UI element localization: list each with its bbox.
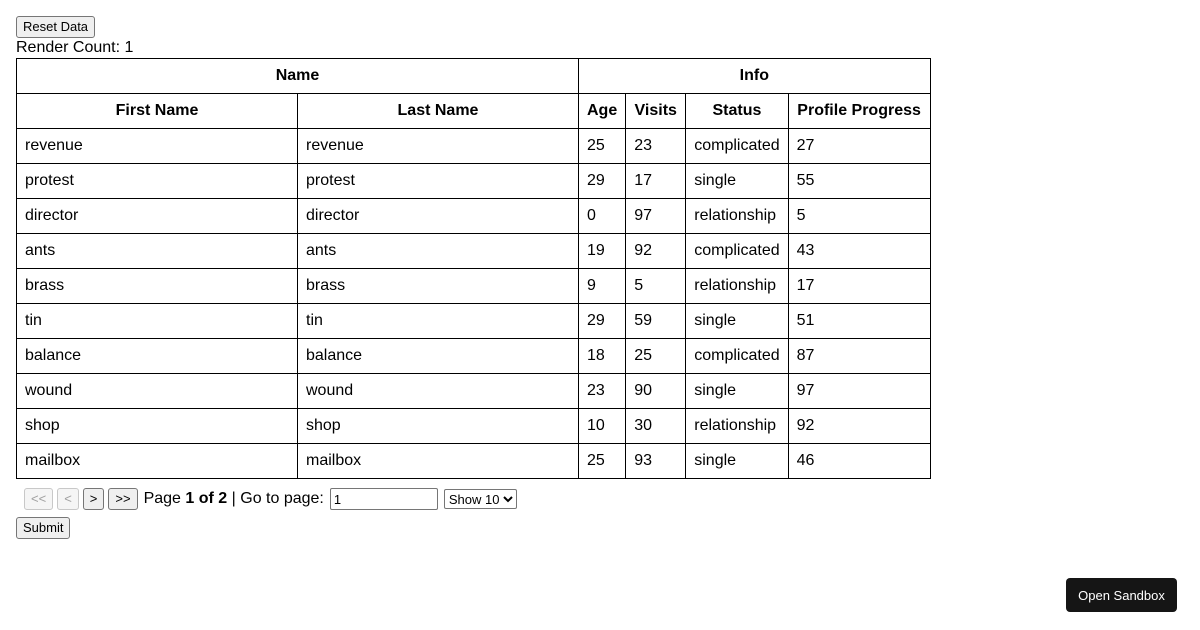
cell-first-name: mailbox: [17, 444, 298, 479]
cell-last-name: director: [298, 199, 579, 234]
last-page-button[interactable]: >>: [108, 488, 137, 510]
cell-first-name: wound: [17, 374, 298, 409]
cell-visits: 92: [626, 234, 686, 269]
group-header-row: [17, 59, 931, 94]
cell-age: 25: [579, 129, 626, 164]
cell-status: complicated: [686, 234, 788, 269]
cell-status: relationship: [686, 409, 788, 444]
cell-last-name: revenue: [298, 129, 579, 164]
first-page-button[interactable]: <<: [24, 488, 53, 510]
cell-profile-progress: 55: [788, 164, 930, 199]
column-header-status: Status: [686, 94, 788, 129]
cell-last-name: wound: [298, 374, 579, 409]
cell-status: relationship: [686, 199, 788, 234]
cell-status: complicated: [686, 339, 788, 374]
render-count: Render Count: 1: [16, 39, 134, 56]
page-current: 1 of 2: [185, 490, 228, 507]
table-row: [17, 409, 931, 444]
cell-status: single: [686, 304, 788, 339]
cell-last-name: mailbox: [298, 444, 579, 479]
goto-label: | Go to page:: [231, 490, 324, 507]
table-row: [17, 374, 931, 409]
cell-status: relationship: [686, 269, 788, 304]
cell-visits: 97: [626, 199, 686, 234]
cell-profile-progress: 27: [788, 129, 930, 164]
cell-first-name: revenue: [17, 129, 298, 164]
cell-age: 23: [579, 374, 626, 409]
cell-age: 10: [579, 409, 626, 444]
cell-visits: 59: [626, 304, 686, 339]
column-header-visits: Visits: [626, 94, 686, 129]
page-container: [16, 16, 931, 539]
table-row: [17, 199, 931, 234]
cell-age: 19: [579, 234, 626, 269]
cell-first-name: director: [17, 199, 298, 234]
cell-profile-progress: 87: [788, 339, 930, 374]
open-sandbox-button[interactable]: Open Sandbox: [1066, 578, 1177, 612]
table-row: [17, 339, 931, 374]
group-header-info: Info: [579, 59, 931, 94]
cell-profile-progress: 51: [788, 304, 930, 339]
cell-age: 0: [579, 199, 626, 234]
table-row: [17, 234, 931, 269]
data-table: [16, 58, 931, 479]
group-header-name: Name: [17, 59, 579, 94]
cell-profile-progress: 92: [788, 409, 930, 444]
cell-profile-progress: 97: [788, 374, 930, 409]
goto-page-input[interactable]: [330, 488, 438, 510]
table-row: [17, 444, 931, 479]
cell-visits: 5: [626, 269, 686, 304]
cell-age: 29: [579, 304, 626, 339]
column-header-profile-progress: Profile Progress: [788, 94, 930, 129]
cell-last-name: brass: [298, 269, 579, 304]
cell-profile-progress: 46: [788, 444, 930, 479]
cell-age: 25: [579, 444, 626, 479]
column-header-last-name: Last Name: [298, 94, 579, 129]
cell-profile-progress: 43: [788, 234, 930, 269]
page-indicator: [144, 490, 324, 508]
cell-visits: 25: [626, 339, 686, 374]
cell-status: single: [686, 374, 788, 409]
table-row: [17, 129, 931, 164]
cell-age: 29: [579, 164, 626, 199]
table-body: [17, 129, 931, 479]
cell-first-name: protest: [17, 164, 298, 199]
cell-last-name: tin: [298, 304, 579, 339]
cell-first-name: tin: [17, 304, 298, 339]
cell-status: single: [686, 164, 788, 199]
cell-profile-progress: 5: [788, 199, 930, 234]
page-prefix: Page: [143, 490, 181, 507]
cell-age: 9: [579, 269, 626, 304]
cell-first-name: shop: [17, 409, 298, 444]
pagination: [24, 487, 931, 511]
cell-visits: 30: [626, 409, 686, 444]
reset-data-button[interactable]: Reset Data: [16, 16, 95, 38]
cell-visits: 93: [626, 444, 686, 479]
next-page-button[interactable]: >: [83, 488, 105, 510]
page-size-select[interactable]: [444, 489, 517, 509]
cell-first-name: brass: [17, 269, 298, 304]
cell-status: single: [686, 444, 788, 479]
previous-page-button[interactable]: <: [57, 488, 79, 510]
cell-profile-progress: 17: [788, 269, 930, 304]
submit-button[interactable]: Submit: [16, 517, 70, 539]
cell-first-name: balance: [17, 339, 298, 374]
table-row: [17, 269, 931, 304]
column-header-first-name: First Name: [17, 94, 298, 129]
cell-last-name: protest: [298, 164, 579, 199]
cell-status: complicated: [686, 129, 788, 164]
cell-last-name: balance: [298, 339, 579, 374]
cell-visits: 23: [626, 129, 686, 164]
cell-last-name: shop: [298, 409, 579, 444]
column-header-age: Age: [579, 94, 626, 129]
cell-visits: 17: [626, 164, 686, 199]
cell-last-name: ants: [298, 234, 579, 269]
cell-first-name: ants: [17, 234, 298, 269]
table-row: [17, 304, 931, 339]
column-header-row: [17, 94, 931, 129]
cell-age: 18: [579, 339, 626, 374]
cell-visits: 90: [626, 374, 686, 409]
table-row: [17, 164, 931, 199]
